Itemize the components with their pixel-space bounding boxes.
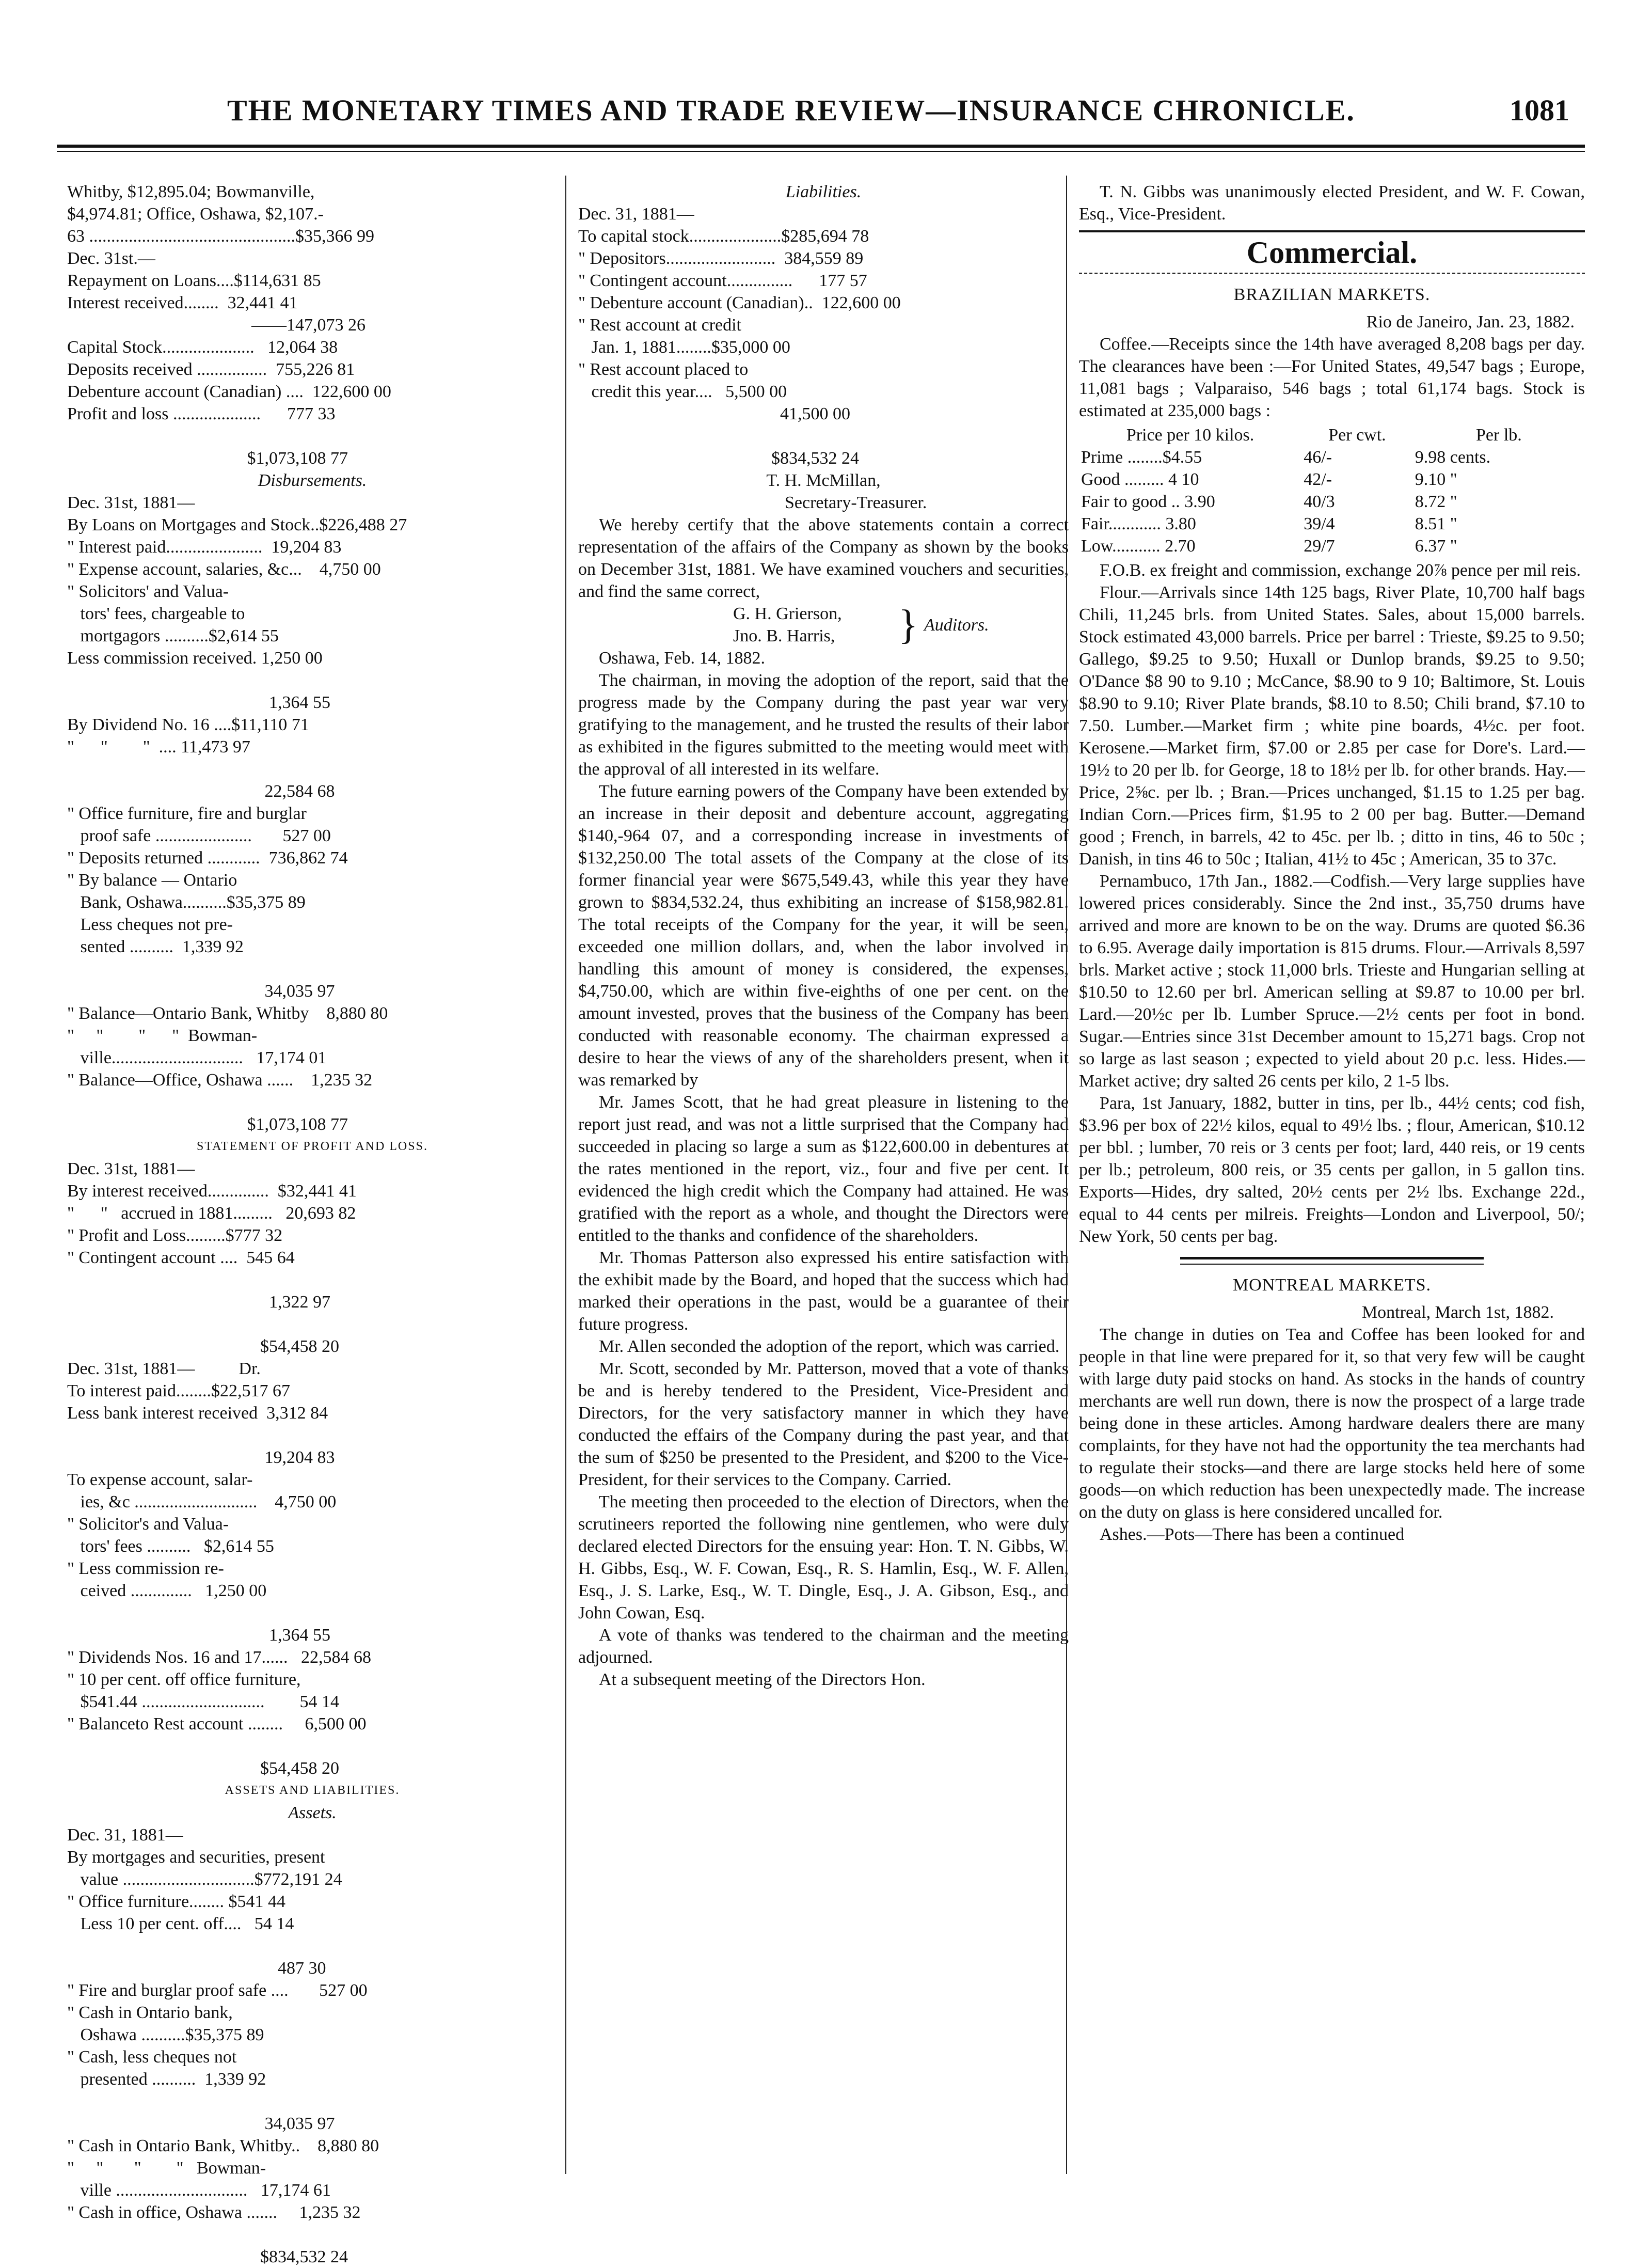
statement-line — [67, 1424, 558, 1446]
statement-line: $1,073,108 77 — [67, 449, 348, 468]
statement-line: By Loans on Mortgages and Stock..$226,488 27 — [67, 515, 407, 534]
statement-line — [67, 669, 558, 691]
statement-line: " Expense account, salaries, &c... 4,750 00 — [67, 560, 381, 579]
liabilities-statement — [578, 181, 1069, 514]
flour-paragraph: Flour.—Arrivals since 14th 125 bags, River Plate, 10,700 half bags Chili, 11,245 brls. from United States. Sales, about 15,000 barrels. Stock estimated 43,000 barrels. Price per barrel : Trieste, $9.25 to 9.50; Gallego, $9.25 to 9.50; Huxall or Dunlop brands, $9.25 to 9.50; O'Dance $8 90 to 9.10 ; McCance, $8.90 to 9 10; Baltimore, St. Louis $8.90 to 9.10; River Plate brands, $8.10 to 8.50; Chili brand, $7.10 to 7.50. Lumber.—Market firm ; white pine boards, 4½c. per foot. Kerosene.—Market firm, $7.00 or 2.85 per case for Dore's. Lard.—19½ to 20 per lb. for George, 18 to 18½ per lb. for other brands. Hay.—Price, 2⅝c. per lb. ; Bran.—Prices unchanged, $1.15 to 1.25 per bag. Indian Corn.—Prices firm, $1.95 to 2 00 per bag. Butter.—Demand good ; French, in barrels, 42 to 45c. per lb. ; ditto in tins, 46 to 50c ; Danish, in tins 46 to 50c ; Italian, 41½ to 45c ; American, 35 to 37c. — [1079, 583, 1585, 869]
statement-line — [67, 1935, 558, 1957]
statement-line: 63 ...............................................$35,366 99 — [67, 227, 374, 246]
column-divider — [565, 176, 566, 2174]
statement-line: 1,322 97 — [67, 1293, 330, 1312]
statement-line: To expense account, salar- — [67, 1470, 253, 1489]
table-row — [1079, 446, 1585, 468]
statement-line: STATEMENT OF PROFIT AND LOSS. — [197, 1140, 428, 1153]
paragraph: Mr. Thomas Patterson also expressed his entire satisfaction with the exhibit made by the Board, and hoped that the success which had marked their operations in the past, would be a guarantee of their future progress. — [578, 1248, 1069, 1334]
statement-line: Interest received........ 32,441 41 — [67, 293, 298, 312]
statement-line: $1,073,108 77 — [67, 1115, 348, 1134]
table-row — [1079, 468, 1585, 491]
intro-paragraph: T. N. Gibbs was unanimously elected President, and W. F. Cowan, Esq., Vice-President. — [1079, 182, 1585, 224]
statement-line: Dec. 31st.— — [67, 249, 155, 268]
section-heading-brazilian: BRAZILIAN MARKETS. — [1233, 285, 1431, 304]
statement-line: Disbursements. — [258, 471, 367, 490]
statement-line — [67, 1735, 558, 1757]
paragraph: Mr. Scott, seconded by Mr. Patterson, moved that a vote of thanks be and is hereby tendered to the President, Vice-President and Directors, for the very satisfactory manner in which they have conducted the effairs of the Company during the past year, and that the sum of $250 be presented to the President, and $200 to the Vice-President, for their services to the Company. Carried. — [578, 1359, 1069, 1489]
statement-line: " Fire and burglar proof safe .... 527 00 — [67, 1981, 368, 2000]
brace: } — [898, 602, 918, 648]
page-header — [57, 93, 1585, 139]
statement-line: To interest paid........$22,517 67 — [67, 1381, 291, 1400]
statement-line: Less 10 per cent. off.... 54 14 — [67, 1914, 294, 1933]
statement-line: Oshawa ..........$35,375 89 — [67, 2025, 264, 2044]
liability-line — [578, 425, 1069, 447]
table-row — [1079, 513, 1585, 535]
statement-line: " Cash, less cheques not — [67, 2048, 237, 2067]
statement-line: " " " .... 11,473 97 — [67, 737, 250, 757]
header-rule-thin — [57, 151, 1585, 152]
statement-line: Profit and loss .................... 777 33 — [67, 404, 336, 423]
statement-line: $834,532 24 — [67, 2247, 348, 2266]
liability-line: To capital stock.....................$285,694 78 — [578, 227, 869, 246]
statement-line: " By balance — Ontario — [67, 871, 237, 890]
statement-line: Deposits received ................ 755,226 81 — [67, 360, 355, 379]
montreal-paragraph: The change in duties on Tea and Coffee has been looked for and people in that line were prepared for it, so that very few will be caught with large duty paid stocks on hand. As stocks in the hands of country merchants are well run down, there is now the prospect of a large trade being done in these articles. Among hardware dealers there are many complaints, for they have not had the opportunity the tea merchants had to regulate their stocks—and there are large stocks held here of some goods—on which reduction has been unexpectedly made. The increase on the duty on glass is here considered uncalled for. — [1079, 1325, 1585, 1522]
liability-line: T. H. McMillan, — [766, 471, 881, 490]
column-commercial — [1069, 181, 1585, 2195]
statement-line: Capital Stock..................... 12,064 38 — [67, 338, 338, 357]
statement-line — [67, 958, 558, 980]
fob-paragraph: F.O.B. ex freight and commission, exchange 20⅞ pence per mil reis. — [1100, 561, 1581, 580]
statement-line: " Contingent account .... 545 64 — [67, 1248, 295, 1267]
table-header: Per cwt. — [1328, 426, 1386, 445]
section-heading-montreal: MONTREAL MARKETS. — [1232, 1275, 1432, 1295]
liability-line: 41,500 00 — [578, 404, 850, 423]
statement-line: 1,364 55 — [67, 693, 330, 712]
statement-line: proof safe ...................... 527 00 — [67, 826, 331, 845]
statement-line: tors' fees, chargeable to — [67, 604, 245, 623]
place-date: Oshawa, Feb. 14, 1882. — [599, 649, 766, 668]
paragraph: A vote of thanks was tendered to the chairman and the meeting adjourned. — [578, 1626, 1069, 1667]
table-cell: Fair to good .. 3.90 — [1081, 492, 1215, 511]
statement-line: $541.44 ............................ 54 14 — [67, 1692, 339, 1711]
table-cell: 9.98 cents. — [1415, 448, 1491, 467]
statement-line — [67, 1091, 558, 1113]
statement-line: " 10 per cent. off office furniture, — [67, 1670, 301, 1689]
statement-line: " Cash in office, Oshawa ....... 1,235 32 — [67, 2203, 361, 2222]
statement-line: " Office furniture........ $541 44 — [67, 1892, 286, 1911]
statement-line: Repayment on Loans....$114,631 85 — [67, 271, 321, 290]
statement-line: $54,458 20 — [67, 1337, 339, 1356]
auditor-name: Jno. B. Harris, — [733, 626, 835, 645]
statement-line: ville.............................. 17,174 01 — [67, 1048, 327, 1067]
statement-line: " Cash in Ontario Bank, Whitby.. 8,880 80 — [67, 2136, 379, 2155]
statement-line: " Balanceto Rest account ........ 6,500 00 — [67, 1714, 367, 1734]
statement-line: $54,458 20 — [67, 1759, 339, 1778]
pernambuco-paragraph: Pernambuco, 17th Jan., 1882.—Codfish.—Very large supplies have lowered prices considerably. Since the 2nd inst., 35,750 drums have arrived and more are known to be on the way. Drums are quoted $6.36 to 6.95. Average daily importation is 815 drums. Flour.—Arrivals 8,597 brls. Market active ; stock 11,000 brls. Trieste and Hungarian selling at $10.50 to 12.60 per brl. American selling at $9.87 to 10.00 per brl. Lard.—20½c per lb. Lumber Spruce.—2½ cents per foot in bond. Sugar.—Entries since 31st December amount to 15,271 bags. Crop not so large as last season ; expected to yield about 20 p.c. less. Hides.—Market active; dry salted 26 cents per kilo, 2 1-5 lbs. — [1079, 872, 1585, 1091]
statement-line: Less cheques not pre- — [67, 915, 233, 934]
table-header-row — [1079, 424, 1585, 446]
newspaper-page — [57, 77, 1585, 2266]
statement-line: " Dividends Nos. 16 and 17...... 22,584 68 — [67, 1648, 372, 1667]
liability-line: " Rest account at credit — [578, 316, 741, 335]
table-cell: 6.37 " — [1415, 537, 1457, 556]
statement-line: " " " " Bowman- — [67, 1026, 258, 1045]
statement-line: " Less commission re- — [67, 1559, 224, 1578]
statement-line: " Balance—Office, Oshawa ...... 1,235 32 — [67, 1070, 373, 1090]
liability-line: " Debenture account (Canadian).. 122,600 00 — [578, 293, 901, 312]
statement-line: By Dividend No. 16 ....$11,110 71 — [67, 715, 309, 734]
statement-line: Whitby, $12,895.04; Bowmanville, — [67, 182, 315, 201]
statement-line: 34,035 97 — [67, 982, 335, 1001]
statement-line: 1,364 55 — [67, 1626, 330, 1645]
statement-line: mortgagors ..........$2,614 55 — [67, 626, 279, 645]
statement-line: ceived .............. 1,250 00 — [67, 1581, 267, 1600]
certification-paragraph: We hereby certify that the above statements contain a correct representation of the affairs of the Company as shown by the books on December 31st, 1881. We have examined vouchers and securities, and find the same correct, — [578, 515, 1069, 601]
statement-line: " Profit and Loss.........$777 32 — [67, 1226, 283, 1245]
table-header: Per lb. — [1476, 426, 1522, 445]
dateline: Rio de Janeiro, Jan. 23, 1882. — [1366, 312, 1575, 332]
table-cell: 46/- — [1304, 448, 1332, 467]
statement-line: sented .......... 1,339 92 — [67, 937, 244, 956]
table-cell: 8.51 " — [1415, 514, 1457, 533]
statement-line — [67, 2224, 558, 2246]
statement-line: " " " " Bowman- — [67, 2159, 266, 2178]
page-number: 1081 — [1510, 93, 1569, 127]
statement-line: Debenture account (Canadian) .... 122,600 00 — [67, 382, 391, 401]
statement-line — [67, 425, 558, 447]
statement-line: " Deposits returned ............ 736,862 74 — [67, 848, 348, 868]
paragraph: The meeting then proceeded to the election of Directors, when the scrutineers reported the following nine gentlemen, who were duly declared elected Directors for the ensuing year: Hon. T. N. Gibbs, W. H. Gibbs, Esq., W. F. Cowan, Esq., R. S. Hamlin, Esq., W. F. Allen, Esq., J. S. Larke, Esq., W. T. Dingle, Esq., J. A. Gibson, Esq., and John Cowan, Esq. — [578, 1492, 1069, 1623]
statement-line: Dec. 31st, 1881— — [67, 1159, 195, 1178]
statement-line: " Interest paid...................... 19,204 83 — [67, 538, 342, 557]
section-rule — [1180, 1257, 1484, 1265]
liability-line: " Depositors......................... 384,559 89 — [578, 249, 864, 268]
coffee-price-table — [1079, 424, 1585, 557]
paragraph: Mr. James Scott, that he had great pleasure in listening to the report just read, and was not a little surprised that the Company had succeeded in placing so large a sum as $122,600.00 in debentures at the rates mentioned in the report, viz., four and five per cent. It evidenced the high credit which the Company had attained. He was gratified with the report as a whole, and thought the Directors were entitled to the thanks and confidence of the shareholders. — [578, 1093, 1069, 1245]
paragraph: The future earning powers of the Company have been extended by an increase in their deposit and debenture account, aggregating $140,-964 07, and a corresponding increase in investments of $132,250.00 The total assets of the Company at the close of its former financial year were $675,549.43, while this year they have grown to $834,532.24, thus exhibiting an increase of $158,982.81. The total receipts of the Company for the year, it will be seen, exceeded one million dollars, and, when the labor involved in handling this amount of money is considered, the expenses, $4,750.00, which are within five-eighths of one per cent. on the amount invested, proves that the business of the Company has been conducted with reasonable economy. The chairman expressed a desire to hear the views of any of the shareholders present, when it was remarked by — [578, 782, 1069, 1090]
statement-line: Dec. 31st, 1881— — [67, 493, 195, 512]
rule — [1079, 230, 1585, 232]
dateline: Montreal, March 1st, 1882. — [1361, 1303, 1554, 1322]
statement-line: $4,974.81; Office, Oshawa, $2,107.- — [67, 204, 324, 224]
paragraph: At a subsequent meeting of the Directors Hon. — [599, 1670, 926, 1689]
statement-line: " Balance—Ontario Bank, Whitby 8,880 80 — [67, 1004, 388, 1023]
paragraph: The chairman, in moving the adoption of the report, said that the progress made by the Company during the past year war very gratifying to the management, and he trusted the results of their labor as exhibited in the figures submitted to the meeting would meet with the approval of all interested in its welfare. — [578, 671, 1069, 779]
liability-line: Secretary-Treasurer. — [785, 493, 927, 512]
statement-line: value ..............................$772,191 24 — [67, 1870, 342, 1889]
statement-line: ville .............................. 17,174 61 — [67, 2181, 331, 2200]
statement-line — [67, 1269, 558, 1291]
statement-line: Dec. 31st, 1881— Dr. — [67, 1359, 261, 1378]
statement-line: ——147,073 26 — [67, 316, 366, 335]
table-cell: 42/- — [1304, 470, 1332, 489]
table-cell: 29/7 — [1304, 537, 1335, 556]
table-cell: 9.10 " — [1415, 470, 1457, 489]
table-row — [1079, 535, 1585, 557]
statement-line: By mortgages and securities, present — [67, 1848, 325, 1867]
statement-line: " Cash in Ontario bank, — [67, 2003, 233, 2022]
liability-line: Jan. 1, 1881........$35,000 00 — [578, 338, 790, 357]
column-liabilities-and-meeting — [578, 181, 1069, 2195]
table-cell: 40/3 — [1304, 492, 1335, 511]
auditors-block — [578, 603, 1069, 647]
statement-line: 22,584 68 — [67, 782, 335, 801]
liability-line: Dec. 31, 1881— — [578, 204, 694, 224]
table-cell: Fair............ 3.80 — [1081, 514, 1196, 533]
page-title: THE MONETARY TIMES AND TRADE REVIEW—INSURANCE CHRONICLE. — [227, 93, 1355, 127]
statement-line: Assets. — [288, 1803, 337, 1822]
table-cell: 8.72 " — [1415, 492, 1457, 511]
liability-line: " Contingent account............... 177 57 — [578, 271, 867, 290]
statement-line: presented .......... 1,339 92 — [67, 2070, 266, 2089]
statement-line: 487 30 — [67, 1959, 326, 1978]
table-header: Price per 10 kilos. — [1126, 426, 1254, 445]
table-row — [1079, 491, 1585, 513]
table-cell: Low........... 2.70 — [1081, 537, 1196, 556]
statement-line: " " accrued in 1881......... 20,693 82 — [67, 1204, 356, 1223]
statement-line — [67, 1313, 558, 1335]
liability-line: credit this year.... 5,500 00 — [578, 382, 787, 401]
ashes-paragraph: Ashes.—Pots—There has been a continued — [1100, 1525, 1405, 1544]
statement-line: 34,035 97 — [67, 2114, 335, 2133]
statement-line — [67, 1602, 558, 1624]
auditor-name: G. H. Grierson, — [733, 604, 842, 623]
table-cell: Prime ........$4.55 — [1081, 448, 1202, 467]
liability-line: Liabilities. — [785, 182, 862, 201]
auditors-label: Auditors. — [924, 616, 989, 635]
table-cell: 39/4 — [1304, 514, 1335, 533]
statement-line: tors' fees .......... $2,614 55 — [67, 1537, 274, 1556]
statement-line: By interest received.............. $32,441 41 — [67, 1182, 357, 1201]
column-financial-statement — [67, 181, 558, 2266]
header-rule — [57, 145, 1585, 148]
statement-line: Bank, Oshawa..........$35,375 89 — [67, 893, 306, 912]
statement-line — [67, 758, 558, 780]
statement-line: Less commission received. 1,250 00 — [67, 649, 323, 668]
rule — [1079, 273, 1585, 275]
statement-line: ASSETS AND LIABILITIES. — [225, 1784, 400, 1797]
statement-line: Less bank interest received 3,312 84 — [67, 1404, 328, 1423]
statement-line: " Office furniture, fire and burglar — [67, 804, 307, 823]
table-cell: Good ......... 4 10 — [1081, 470, 1199, 489]
statement-line: Dec. 31, 1881— — [67, 1825, 183, 1845]
statement-line: 19,204 83 — [67, 1448, 335, 1467]
paragraph: Mr. Allen seconded the adoption of the report, which was carried. — [599, 1337, 1060, 1356]
statement-line — [67, 2090, 558, 2113]
statement-line: " Solicitors' and Valua- — [67, 582, 229, 601]
commercial-heading: Commercial. — [1246, 235, 1418, 270]
liability-line: " Rest account placed to — [578, 360, 749, 379]
para-paragraph: Para, 1st January, 1882, butter in tins, per lb., 44½ cents; cod fish, $3.96 per box of 22½ kilos, equal to 49½ lbs. ; flour, American, $10.12 per bbl. ; lumber, 70 reis or 3 cents per foot; lard, 440 reis, or 19 cents per lb.; petroleum, 800 reis, or 35 cents per gallon, in 5 gallon tins. Exports—Hides, dry salted, 20½ cents per 2½ lbs. Exchange 22d., equal to 44 cents per milreis. Freights—London and Liverpool, 50/; New York, 50 cents per bag. — [1079, 1094, 1585, 1246]
coffee-paragraph: Coffee.—Receipts since the 14th have averaged 8,208 bags per day. The clearances have been :—For United States, 49,547 bags ; Europe, 11,081 bags ; Valparaiso, 546 bags ; total 61,174 bags. Stock is estimated at 235,000 bags : — [1079, 335, 1585, 420]
statement-line: ies, &c ............................ 4,750 00 — [67, 1492, 337, 1511]
statement-line: " Solicitor's and Valua- — [67, 1515, 229, 1534]
liability-line: $834,532 24 — [578, 449, 859, 468]
